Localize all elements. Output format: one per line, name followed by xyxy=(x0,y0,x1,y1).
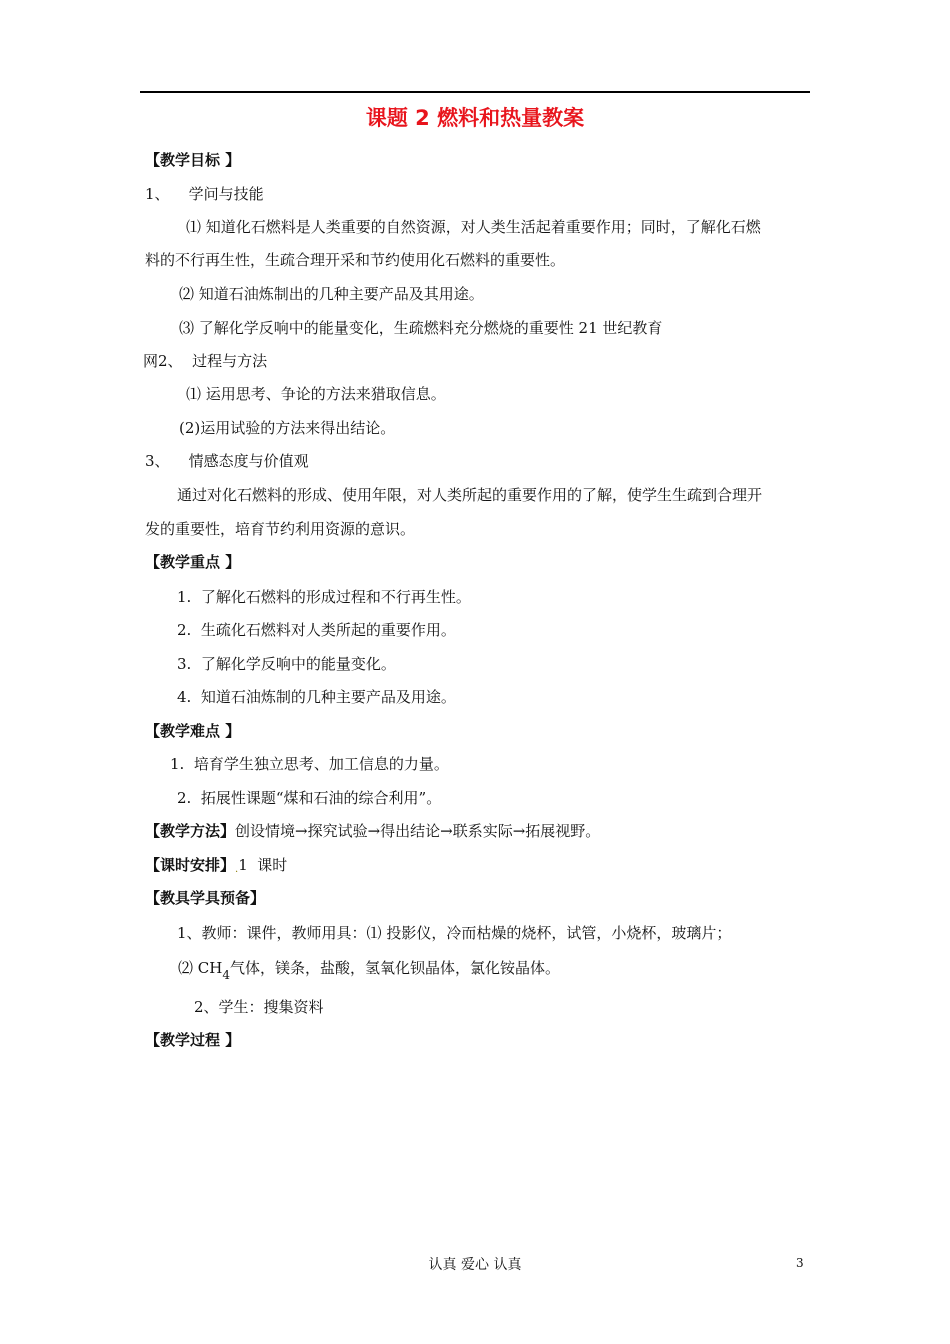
method-line: 【教学方法】创设情境→探究试验→得出结论→联系实际→拓展视野。 xyxy=(145,822,601,840)
schedule-line: 【课时安排】.1 课时 xyxy=(145,856,288,875)
page-number: 3 xyxy=(796,1256,804,1270)
objective-1-line-2: 料的不行再生性，生疏合理开采和节约使用化石燃料的重要性。 xyxy=(145,251,566,269)
key-points-heading: 【教学重点 】 xyxy=(145,553,241,571)
objective-2: ⑵ 知道石油炼制出的几种主要产品及其用途。 xyxy=(179,285,484,303)
objective-1-line-1: ⑴ 知道化石燃料是人类重要的自然资源，对人类生活起着重要作用；同时，了解化石燃 xyxy=(186,218,761,236)
section-1-title: 1、 学问与技能 xyxy=(145,185,264,203)
difficulty-item: 2. 拓展性课题“煤和石油的综合利用”。 xyxy=(177,789,442,807)
process-item-2: (2)运用试验的方法来得出结论。 xyxy=(179,419,396,437)
section-2-title: 网2、 过程与方法 xyxy=(143,352,268,370)
section-3-title: 3、 情感态度与价值观 xyxy=(145,452,309,470)
process-heading: 【教学过程 】 xyxy=(145,1031,241,1049)
page-footer: 认真 爱心 认真 xyxy=(428,1257,522,1273)
key-point-item: 3. 了解化学反响中的能量变化。 xyxy=(177,655,396,673)
header-rule xyxy=(140,91,810,93)
process-item-1: ⑴ 运用思考、争论的方法来猎取信息。 xyxy=(186,385,446,403)
key-point-item: 2. 生疏化石燃料对人类所起的重要作用。 xyxy=(177,621,456,639)
teacher-materials: 1、教师：课件，教师用具：⑴ 投影仪，冷而枯燥的烧杯，试管，小烧杯，玻璃片； xyxy=(177,924,732,942)
student-materials: 2、学生：搜集资料 xyxy=(194,998,324,1016)
attitude-line-1: 通过对化石燃料的形成、使用年限，对人类所起的重要作用的了解，使学生生疏到合理开 xyxy=(177,486,763,504)
attitude-line-2: 发的重要性，培育节约利用资源的意识。 xyxy=(145,520,416,538)
key-point-item: 1. 了解化石燃料的形成过程和不行再生性。 xyxy=(177,588,471,606)
difficulties-heading: 【教学难点 】 xyxy=(145,722,241,740)
difficulty-item: 1. 培育学生独立思考、加工信息的力量。 xyxy=(170,755,449,773)
teacher-materials-2: ⑵ $CH_4$气体，镁条，盐酸，氢氧化钡晶体，氯化铵晶体。 xyxy=(178,959,560,982)
objective-3: ⑶ 了解化学反响中的能量变化，生疏燃料充分燃烧的重要性 21 世纪教育 xyxy=(179,319,663,337)
key-point-item: 4. 知道石油炼制的几种主要产品及用途。 xyxy=(177,688,456,706)
objectives-heading: 【教学目标 】 xyxy=(145,151,241,169)
document-title: 课题 2 燃料和热量教案 xyxy=(365,106,585,130)
materials-heading: 【教具学具预备】 xyxy=(145,889,266,907)
